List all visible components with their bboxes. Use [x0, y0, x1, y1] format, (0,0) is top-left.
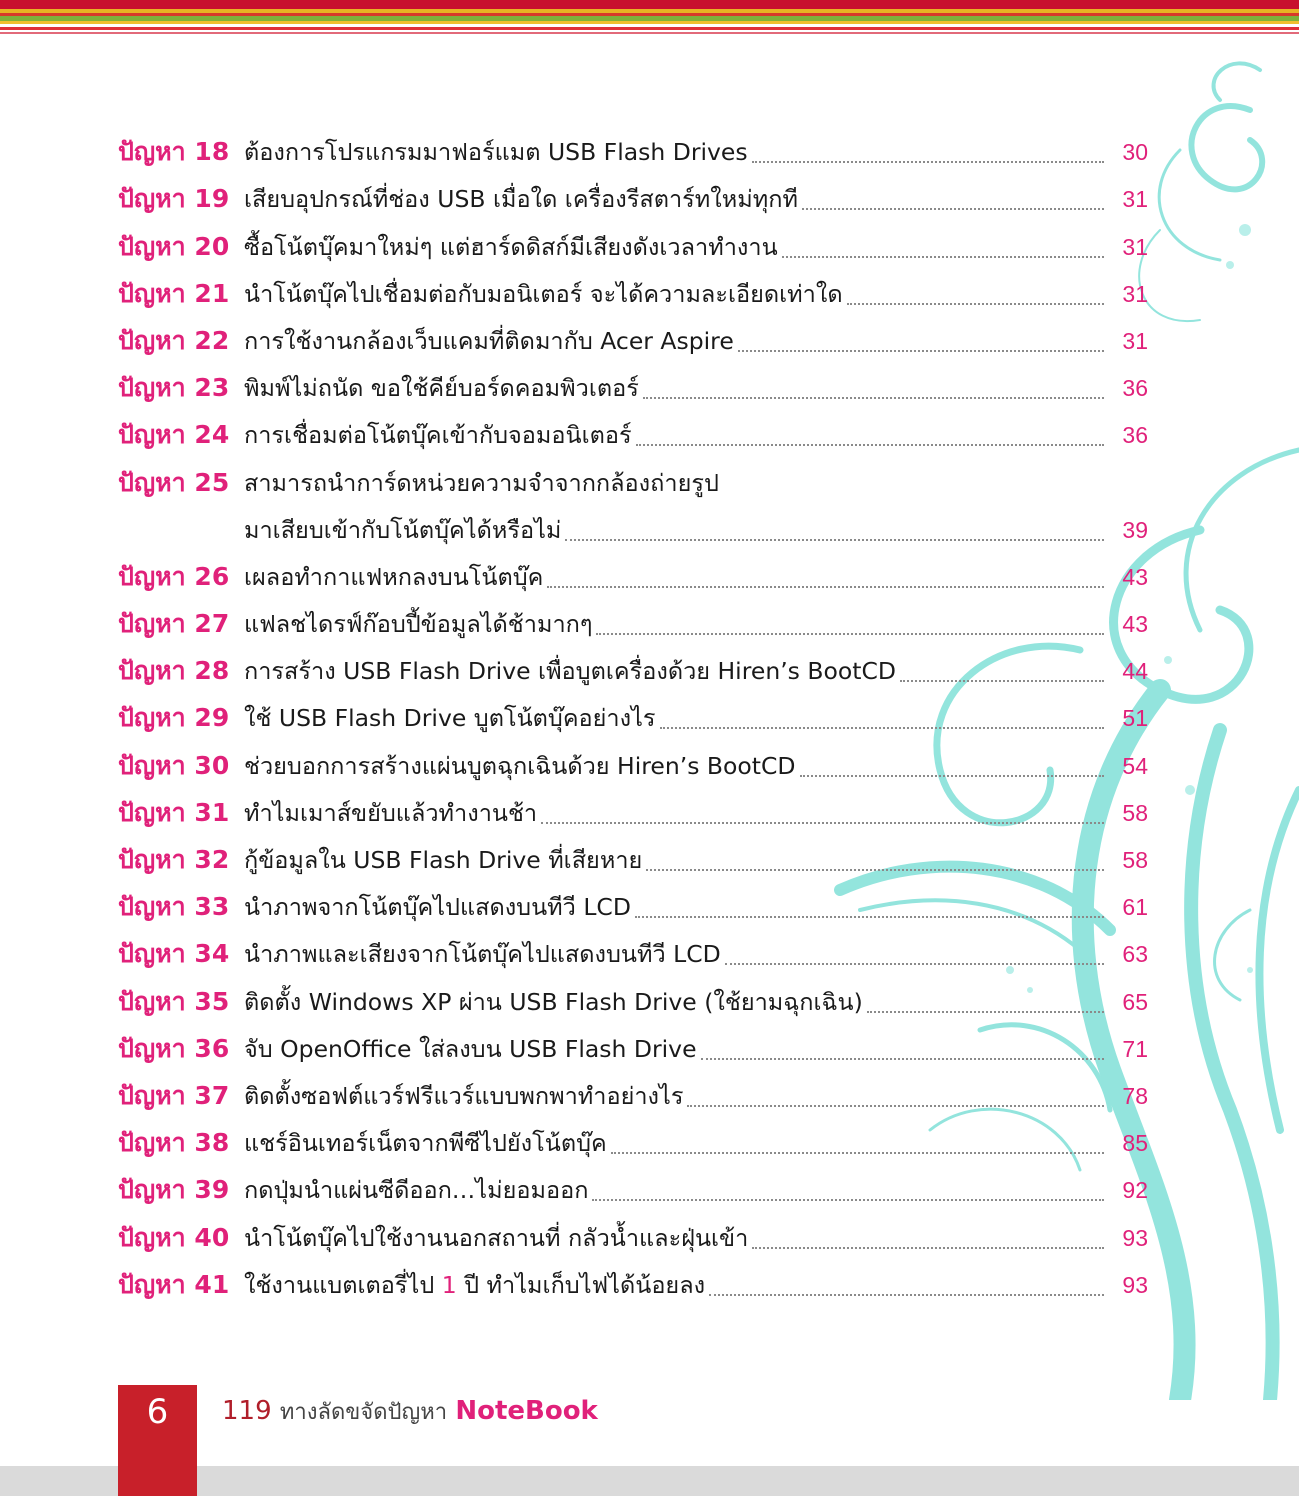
toc-entry-number: 38 [194, 1128, 230, 1158]
toc-entry[interactable] [118, 830, 1148, 877]
toc-entry-page: 58 [1122, 847, 1148, 873]
toc-entry[interactable] [118, 1255, 1148, 1302]
toc-entry[interactable] [118, 1160, 1148, 1207]
toc-entry-number: 39 [194, 1175, 230, 1205]
toc-entry-title-wrap [244, 1268, 1104, 1302]
toc-entry-page: 43 [1122, 611, 1148, 638]
toc-entry-title-wrap [244, 1126, 1104, 1160]
toc-entry-label-word: ปัญหา [118, 137, 186, 167]
toc-entry-number: 19 [194, 184, 230, 214]
toc-entry-leader [725, 963, 1104, 965]
toc-entry-label [118, 466, 244, 500]
toc-entry-number: 29 [194, 703, 230, 733]
toc-entry-page: 92 [1122, 1177, 1148, 1204]
toc-entry-label-word: ปัญหา [118, 278, 186, 308]
toc-entry-label-word: ปัญหา [118, 703, 186, 733]
toc-entry-leader [611, 1152, 1104, 1154]
toc-entry-leader [867, 1011, 1104, 1013]
toc-entry[interactable] [118, 1066, 1148, 1113]
toc-entry-title: พิมพ์ไม่ถนัด ขอใช้คีย์บอร์ดคอมพิวเตอร์ [244, 371, 643, 405]
toc-entry-title-wrap [244, 324, 1104, 358]
toc-entry-page: 36 [1122, 422, 1148, 449]
toc-entry-title: จับ OpenOffice ใส่ลงบน USB Flash Drive [244, 1032, 701, 1066]
toc-entry-page: 61 [1122, 894, 1148, 921]
toc-entry-title-line2: มาเสียบเข้ากับโน้ตบุ๊คได้หรือไม่ [244, 513, 565, 547]
toc-entry-number: 30 [194, 750, 230, 780]
toc-entry[interactable] [118, 122, 1148, 169]
toc-entry-page: 93 [1122, 1271, 1148, 1298]
toc-entry-page: 85 [1122, 1130, 1148, 1157]
toc-entry-title-wrap [244, 560, 1104, 594]
toc-entry-leader [687, 1105, 1104, 1107]
toc-entry-label [118, 937, 244, 971]
toc-entry-label-word: ปัญหา [118, 656, 186, 686]
toc-entry-title-wrap [244, 1032, 1104, 1066]
footer-book-title [222, 1394, 598, 1429]
toc-entry[interactable] [118, 594, 1148, 641]
toc-entry-continuation[interactable] [118, 500, 1148, 547]
toc-entry-title-highlight: 1 [441, 1270, 457, 1299]
toc-entry-label-word: ปัญหา [118, 1222, 186, 1252]
toc-entry-page: 36 [1122, 375, 1148, 402]
toc-entry-title: นำภาพและเสียงจากโน้ตบุ๊คไปแสดงบนทีวี LCD [244, 937, 725, 971]
toc-entry-title-wrap [244, 277, 1104, 311]
toc-entry-title-wrap [244, 1079, 1104, 1113]
toc-entry-page: 65 [1122, 988, 1148, 1015]
toc-entry-title: แชร์อินเทอร์เน็ตจากพีซีไปยังโน้ตบุ๊ค [244, 1126, 611, 1160]
toc-entry-label [118, 1079, 244, 1113]
toc-entry-title: นำโน้ตบุ๊คไปเชื่อมต่อกับมอนิเตอร์ จะได้ความละเอียดเท่าใด [244, 277, 847, 311]
toc-entry-label [118, 371, 244, 405]
toc-entry-number: 24 [194, 420, 230, 450]
toc-entry-number: 27 [194, 609, 230, 639]
toc-entry-leader [738, 350, 1104, 352]
toc-entry-page: 63 [1122, 941, 1148, 968]
toc-entry-title: ต้องการโปรแกรมมาฟอร์แมต USB Flash Drives [244, 135, 752, 169]
toc-entry-label [118, 560, 244, 594]
toc-entry-label [118, 324, 244, 358]
toc-entry-title-wrap [244, 701, 1104, 735]
toc-entry-number: 35 [194, 986, 230, 1016]
table-of-contents [118, 122, 1148, 1302]
toc-entry-label-word: ปัญหา [118, 1175, 186, 1205]
toc-entry-title-wrap [244, 749, 1104, 783]
toc-entry-leader [782, 256, 1104, 258]
toc-entry-title: ทำไมเมาส์ขยับแล้วทำงานช้า [244, 796, 541, 830]
toc-entry-page: 43 [1122, 563, 1148, 590]
toc-entry-label [118, 1268, 244, 1302]
toc-entry-title: เผลอทำกาแฟหกลงบนโน้ตบุ๊ค [244, 560, 547, 594]
toc-entry-leader [800, 775, 1104, 777]
toc-entry[interactable] [118, 924, 1148, 971]
toc-entry-label-word: ปัญหา [118, 373, 186, 403]
toc-entry-label [118, 1126, 244, 1160]
toc-entry-number: 18 [194, 137, 230, 167]
toc-entry[interactable] [118, 311, 1148, 358]
toc-entry-label [118, 796, 244, 830]
toc-entry-title-wrap [244, 1221, 1104, 1255]
toc-entry[interactable] [118, 641, 1148, 688]
toc-entry-title-part: ปี ทำไมเก็บไฟได้น้อยลง [456, 1270, 706, 1299]
toc-entry-number: 40 [194, 1222, 230, 1252]
toc-entry-page: 78 [1122, 1082, 1148, 1109]
toc-entry-title-wrap [244, 654, 1104, 688]
toc-entry-title-wrap [244, 890, 1104, 924]
toc-entry-title: ติดตั้งซอฟต์แวร์ฟรีแวร์แบบพกพาทำอย่างไร [244, 1079, 687, 1113]
toc-entry[interactable] [118, 547, 1148, 594]
toc-entry-leader [709, 1294, 1104, 1296]
toc-entry-page: 31 [1122, 233, 1148, 260]
toc-entry-page: 39 [1122, 516, 1148, 543]
toc-entry-title: กู้ข้อมูลใน USB Flash Drive ที่เสียหาย [244, 843, 646, 877]
toc-entry-title-wrap [244, 937, 1104, 971]
toc-entry-leader [596, 633, 1104, 635]
toc-entry-leader [592, 1199, 1104, 1201]
toc-entry[interactable] [118, 783, 1148, 830]
toc-entry-label-word: ปัญหา [118, 797, 186, 827]
toc-entry-title-wrap [244, 371, 1104, 405]
toc-entry-number: 37 [194, 1080, 230, 1110]
toc-entry-leader [646, 869, 1104, 871]
toc-entry-title: สามารถนำการ์ดหน่วยความจำจากกล้องถ่ายรูป [244, 466, 723, 500]
toc-entry-label-word: ปัญหา [118, 1128, 186, 1158]
toc-entry-title: นำโน้ตบุ๊คไปใช้งานนอกสถานที่ กลัวน้ำและฝุ่นเข้า [244, 1221, 752, 1255]
toc-entry-leader [660, 727, 1104, 729]
toc-entry[interactable] [118, 264, 1148, 311]
toc-entry-label [118, 654, 244, 688]
toc-entry-page: 31 [1122, 186, 1148, 213]
toc-entry-label-word: ปัญหา [118, 892, 186, 922]
page-number: 6 [146, 1392, 169, 1432]
toc-entry-number: 20 [194, 231, 230, 261]
toc-entry-page: 93 [1122, 1224, 1148, 1251]
toc-entry-label-word: ปัญหา [118, 420, 186, 450]
toc-entry-label [118, 1221, 244, 1255]
toc-entry-label-word: ปัญหา [118, 609, 186, 639]
toc-entry-number: 34 [194, 939, 230, 969]
toc-entry-number: 41 [194, 1269, 230, 1299]
toc-entry-title [244, 1268, 709, 1302]
toc-entry-title: นำภาพจากโน้ตบุ๊คไปแสดงบนทีวี LCD [244, 890, 635, 924]
toc-entry-title-wrap [244, 843, 1104, 877]
toc-entry-title: ซื้อโน้ตบุ๊คมาใหม่ๆ แต่ฮาร์ดดิสก์มีเสียงดังเวลาทำงาน [244, 230, 782, 264]
toc-entry-title-part: ใช้งานแบตเตอรี่ไป [244, 1270, 442, 1299]
toc-entry-label [118, 607, 244, 641]
toc-entry-label-word: ปัญหา [118, 184, 186, 214]
toc-entry-leader [752, 161, 1104, 163]
toc-entry-leader [547, 586, 1104, 588]
toc-entry-label-word: ปัญหา [118, 939, 186, 969]
toc-entry-title-wrap [244, 796, 1104, 830]
toc-entry-label [118, 749, 244, 783]
toc-entry-page: 54 [1122, 752, 1148, 779]
toc-entry-title: การเชื่อมต่อโน้ตบุ๊คเข้ากับจอมอนิเตอร์ [244, 418, 636, 452]
toc-entry-label-word: ปัญหา [118, 1080, 186, 1110]
toc-entry-leader [635, 916, 1104, 918]
toc-entry-title: แฟลชไดรฟ์ก๊อบปี้ข้อมูลได้ช้ามากๆ [244, 607, 596, 641]
toc-entry-leader [752, 1247, 1104, 1249]
toc-entry[interactable] [118, 1019, 1148, 1066]
toc-entry-title: ช่วยบอกการสร้างแผ่นบูตฉุกเฉินด้วย Hiren’s BootCD [244, 749, 800, 783]
toc-entry-number: 31 [194, 797, 230, 827]
toc-entry-label [118, 182, 244, 216]
toc-entry-label-word: ปัญหา [118, 325, 186, 355]
toc-entry-title-wrap [244, 418, 1104, 452]
toc-entry-number: 33 [194, 892, 230, 922]
toc-entry-leader [541, 822, 1104, 824]
toc-entry-leader [643, 397, 1104, 399]
toc-entry-page: 58 [1122, 799, 1148, 826]
toc-entry-page: 30 [1122, 139, 1148, 166]
toc-entry-title-wrap [244, 135, 1104, 169]
toc-entry-label [118, 890, 244, 924]
toc-entry-page: 44 [1122, 658, 1148, 685]
toc-entry-label-word: ปัญหา [118, 467, 186, 497]
toc-entry-leader [565, 539, 1104, 541]
toc-entry-title-wrap [244, 985, 1104, 1019]
toc-entry-title-wrap [244, 230, 1104, 264]
toc-entry-title-wrap [244, 607, 1104, 641]
toc-entry-label [118, 135, 244, 169]
toc-entry-number: 26 [194, 561, 230, 591]
toc-entry[interactable] [118, 877, 1148, 924]
toc-entry-title-wrap [244, 466, 1148, 500]
toc-entry[interactable] [118, 688, 1148, 735]
toc-entry-number: 28 [194, 656, 230, 686]
footer-book-text: ทางลัดขจัดปัญหา [279, 1400, 448, 1425]
toc-entry-label [118, 701, 244, 735]
toc-entry[interactable] [118, 169, 1148, 216]
toc-entry-title: ติดตั้ง Windows XP ผ่าน USB Flash Drive (ใช้ยามฉุกเฉิน) [244, 985, 867, 1019]
toc-entry-label [118, 277, 244, 311]
toc-entry[interactable] [118, 216, 1148, 263]
toc-entry-number: 32 [194, 845, 230, 874]
toc-entry-label-word: ปัญหา [118, 750, 186, 780]
toc-entry[interactable] [118, 1113, 1148, 1160]
toc-entry-leader [900, 680, 1104, 682]
toc-entry-page: 31 [1122, 327, 1148, 354]
toc-entry-page: 71 [1122, 1035, 1148, 1062]
toc-entry-page: 31 [1122, 280, 1148, 307]
toc-entry-number: 22 [194, 325, 230, 355]
toc-entry-title: ใช้ USB Flash Drive บูตโน้ตบุ๊คอย่างไร [244, 701, 660, 735]
toc-entry-leader [802, 208, 1104, 210]
toc-entry-label-word: ปัญหา [118, 1033, 186, 1063]
toc-entry-title: เสียบอุปกรณ์ที่ช่อง USB เมื่อใด เครื่องรีสตาร์ทใหม่ทุกที [244, 182, 802, 216]
toc-entry-leader [847, 303, 1104, 305]
toc-entry[interactable] [118, 1207, 1148, 1254]
toc-entry-number: 21 [194, 278, 230, 308]
toc-entry-label [118, 230, 244, 264]
toc-entry-title: การสร้าง USB Flash Drive เพื่อบูตเครื่องด้วย Hiren’s BootCD [244, 654, 900, 688]
toc-entry-title: กดปุ่มนำแผ่นซีดีออก…ไม่ยอมออก [244, 1173, 592, 1207]
toc-entry-title-wrap [244, 513, 1104, 547]
toc-entry-label [118, 1032, 244, 1066]
footer-book-number: 119 [222, 1396, 272, 1426]
toc-entry-leader [701, 1058, 1104, 1060]
toc-entry-label-word: ปัญหา [118, 1269, 186, 1299]
toc-entry-title: การใช้งานกล้องเว็บแคมที่ติดมากับ Acer Aspire [244, 324, 738, 358]
toc-entry[interactable] [118, 971, 1148, 1018]
toc-entry-number: 25 [194, 467, 230, 497]
toc-entry-page: 51 [1122, 705, 1148, 732]
toc-entry-label [118, 1173, 244, 1207]
toc-entry-label-word: ปัญหา [118, 231, 186, 261]
toc-entry-number: 23 [194, 373, 230, 403]
footer-book-brand: NoteBook [455, 1396, 598, 1426]
toc-entry-label-word: ปัญหา [118, 845, 186, 874]
toc-entry-title-wrap [244, 1173, 1104, 1207]
toc-entry-number: 36 [194, 1033, 230, 1063]
toc-entry-label [118, 985, 244, 1019]
toc-entry-label [118, 843, 244, 877]
toc-entry[interactable] [118, 735, 1148, 782]
toc-entry-label [118, 418, 244, 452]
toc-entry-label-word: ปัญหา [118, 986, 186, 1016]
toc-entry-title-wrap [244, 182, 1104, 216]
toc-entry[interactable] [118, 358, 1148, 405]
toc-entry[interactable] [118, 405, 1148, 452]
toc-entry-leader [636, 444, 1104, 446]
toc-entry[interactable] [118, 452, 1148, 499]
toc-entry-label-word: ปัญหา [118, 561, 186, 591]
